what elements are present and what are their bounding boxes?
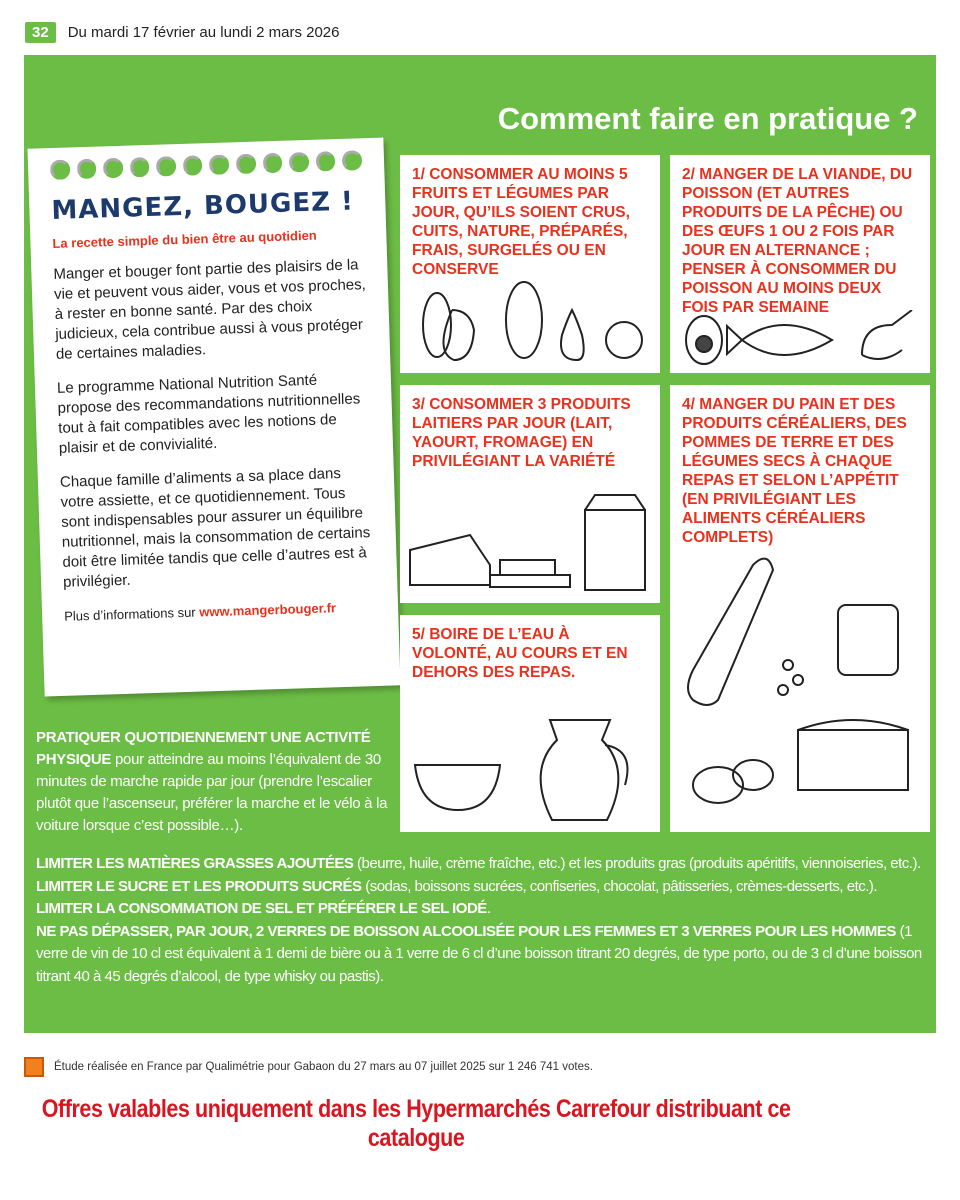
rule-item — [36, 898, 926, 921]
card-water — [400, 615, 660, 832]
survey-logo-icon — [24, 1057, 44, 1077]
more-info — [64, 597, 376, 627]
spiral-binding-icon — [50, 150, 362, 180]
card-text: 5/ BOIRE DE L’EAU À VOLONTÉ, AU COURS ET EN DEHORS DES REPAS. — [412, 626, 628, 681]
rule-text: (1 verre de vin de 10 cl est équivalent à 1 demi de bière ou à 1 verre de 6 cl d’une boisson titrant 20 degrés, de type porto, ou de 3 cl d’une boisson titrant 40 à 45 degrés d’alcool, de type whisky ou pastis). — [36, 922, 922, 985]
card-dairy — [400, 385, 660, 603]
rule-item — [36, 921, 926, 989]
physical-activity-text — [36, 727, 396, 837]
footnote-text: Étude réalisée en France par Qualimétrie pour Gabaon du 27 mars au 07 juillet 2025 sur 1 246 741 votes. — [54, 1061, 593, 1073]
mangerbouger-link[interactable]: www.mangerbouger.fr — [199, 600, 337, 620]
bread-potatoes-legumes-icon — [678, 555, 923, 825]
card-meat-fish — [670, 155, 930, 373]
footnote — [24, 1057, 593, 1077]
card-text: 4/ MANGER DU PAIN ET DES PRODUITS CÉRÉALIERS, DES POMMES DE TERRE ET DES LÉGUMES SECS À CHAQUE REPAS ET SELON L’APPÉTIT (EN PRIVILÉGIANT LES ALIMENTS CÉRÉALIERS COMPLETS) — [682, 396, 907, 546]
page-header — [25, 22, 340, 43]
bowl-jug-icon — [410, 705, 650, 830]
offer-disclaimer: Offres valables uniquement dans les Hypermarchés Carrefour distribuant ce catalogue — [41, 1095, 791, 1152]
nutrition-panel — [24, 55, 936, 1033]
rule-item — [36, 853, 926, 876]
activity-bold: PRATIQUER QUOTIDIENNEMENT UNE ACTIVITÉ PHYSIQUE — [36, 729, 371, 768]
rule-bold: LIMITER LA CONSOMMATION DE SEL ET PRÉFÉRER LE SEL IODÉ — [36, 900, 487, 917]
page-number-badge: 32 — [25, 22, 56, 43]
nutrition-rules — [36, 853, 926, 988]
panel-title: Comment faire en pratique ? — [497, 101, 918, 136]
more-info-label: Plus d’informations sur — [63, 604, 200, 624]
rule-text: (sodas, boissons sucrées, confiseries, chocolat, pâtisseries, crèmes-desserts, etc.). — [361, 877, 878, 895]
note-paragraph: Le programme National Nutrition Santé propose des recommandations nutritionnelles tout à fait compatibles avec les notions de plaisir et de convivialité. — [56, 371, 361, 457]
mangez-bougez-note — [27, 138, 400, 697]
note-paragraph: Manger et bouger font partie des plaisirs de la vie et peuvent vous aider, vous et vos proches, à rester en bonne santé. Par des choix judicieux, cela contribue aussi à vous protéger de certaines maladies. — [53, 256, 367, 363]
rule-item — [36, 876, 926, 899]
card-fruits-vegetables — [400, 155, 660, 373]
cheese-butter-milk-icon — [405, 490, 653, 598]
note-subtitle: La recette simple du bien être au quotidien — [52, 227, 317, 251]
rule-text: (beurre, huile, crème fraîche, etc.) et les produits gras (produits apéritifs, viennoiseries, etc.). — [353, 855, 921, 872]
rule-bold: NE PAS DÉPASSER, PAR JOUR, 2 VERRES DE BOISSON ALCOOLISÉE POUR LES FEMMES ET 3 VERRES POUR LES HOMMES — [36, 922, 896, 940]
card-text: 2/ MANGER DE LA VIANDE, DU POISSON (ET AUTRES PRODUITS DE LA PÊCHE) OU DES ŒUFS 1 OU 2 FOIS PAR JOUR EN ALTERNANCE ; PENSER À CONSOMMER DU POISSON AU MOINS DEUX FOIS PAR SEMAINE — [682, 166, 913, 316]
card-text: 1/ CONSOMMER AU MOINS 5 FRUITS ET LÉGUMES PAR JOUR, QU’ILS SOIENT CRUS, CUITS, NATURE, PRÉPARÉS, FRAIS, SURGELÉS OU EN CONSERVE — [412, 166, 630, 278]
activity-detail: pour atteindre au moins l’équivalent de 30 minutes de marche rapide par jour (prendre l’escalier plutôt que l’ascenseur, préférer la marche et le vélo à la voiture lorsque c’est possible…). — [36, 751, 388, 834]
date-range: Du mardi 17 février au lundi 2 mars 2026 — [67, 24, 340, 41]
rule-bold: LIMITER LE SUCRE ET LES PRODUITS SUCRÉS — [36, 877, 362, 895]
card-bread-cereals — [670, 385, 930, 832]
fruits-vegetables-icon — [412, 280, 648, 365]
rule-text: . — [486, 900, 491, 917]
note-paragraph: Chaque famille d’aliments a sa place dans votre assiette, et ce quotidiennement. Tous sont indispensables pour assurer un équilibre nutritionnel, mais la consommation de certains doit être limitée tandis que celle d’autres est à privilégier. — [59, 465, 371, 591]
rule-bold: LIMITER LES MATIÈRES GRASSES AJOUTÉES — [36, 855, 354, 872]
card-text: 3/ CONSOMMER 3 PRODUITS LAITIERS PAR JOUR (LAIT, YAOURT, FROMAGE) EN PRIVILÉGIANT LA VARIÉTÉ — [412, 396, 631, 470]
note-heading: MANGEZ, BOUGEZ ! — [50, 186, 355, 226]
egg-fish-ham-icon — [682, 310, 918, 368]
